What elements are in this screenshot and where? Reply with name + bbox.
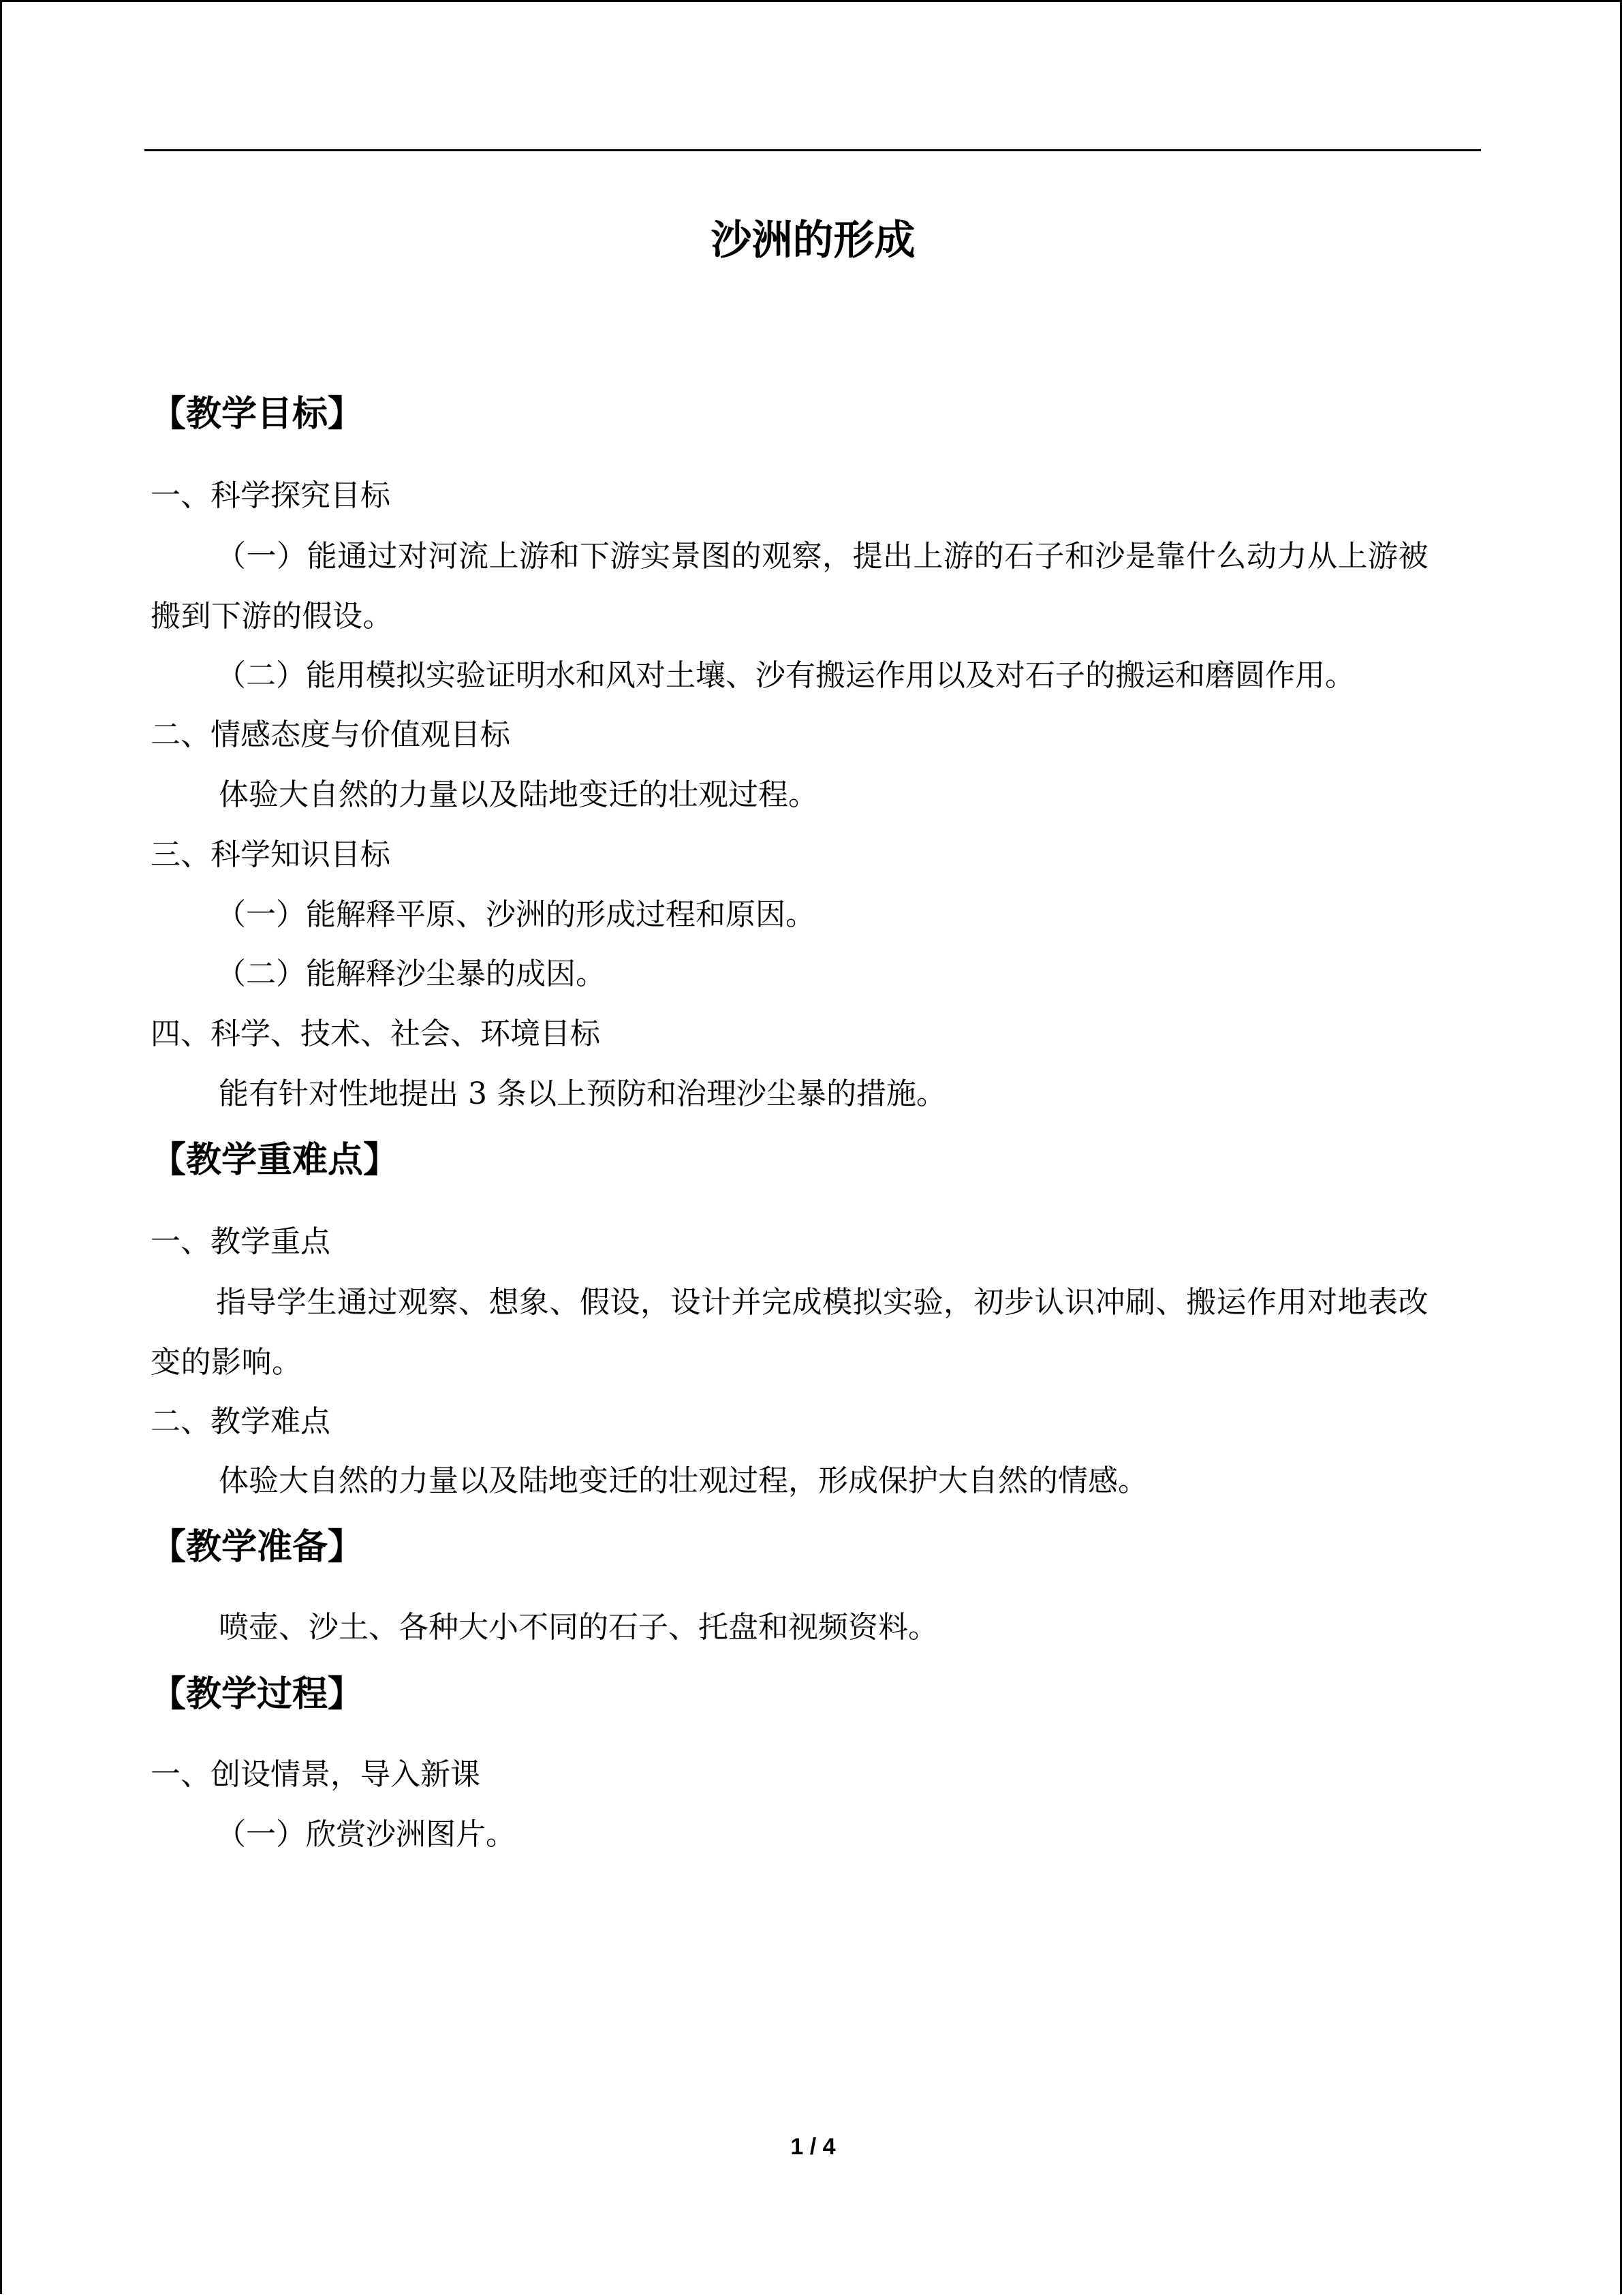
objective-3-sub-1: （一）能解释平原、沙洲的形成过程和原因。 <box>216 897 815 932</box>
objective-4-text: 能有针对性地提出 3 条以上预防和治理沙尘暴的措施。 <box>219 1076 946 1111</box>
objective-1-title: 一、科学探究目标 <box>151 478 390 513</box>
key-point-1-text: 指导学生通过观察、想象、假设，设计并完成模拟实验，初步认识冲刷、搬运作用对地表改变的影响。 <box>151 1285 1429 1380</box>
key-point-2-text: 体验大自然的力量以及陆地变迁的壮观过程，形成保护大自然的情感。 <box>219 1463 1148 1498</box>
objective-1-sub-2: （二）能用模拟实验证明水和风对土壤、沙有搬运作用以及对石子的搬运和磨圆作用。 <box>216 658 1355 693</box>
objective-3-sub-2: （二）能解释沙尘暴的成因。 <box>216 957 606 991</box>
key-point-2-title: 二、教学难点 <box>151 1404 330 1439</box>
section-heading-key-points: 【教学重难点】 <box>151 1140 399 1181</box>
page-number: 1 / 4 <box>790 2134 836 2160</box>
document-title: 沙洲的形成 <box>711 217 916 264</box>
section-heading-preparation: 【教学准备】 <box>151 1527 364 1568</box>
process-1-sub-1: （一）欣赏沙洲图片。 <box>216 1817 516 1852</box>
key-point-1-title: 一、教学重点 <box>151 1224 330 1259</box>
objective-1-sub-1: （一）能通过对河流上游和下游实景图的观察，提出上游的石子和沙是靠什么动力从上游被搬到下游的假设。 <box>151 539 1429 634</box>
section-heading-process: 【教学过程】 <box>151 1674 364 1715</box>
objective-3-title: 三、科学知识目标 <box>151 837 390 872</box>
document-body <box>2 2 1622 2296</box>
section-heading-objectives: 【教学目标】 <box>151 394 364 435</box>
objective-2-title: 二、情感态度与价值观目标 <box>151 717 510 752</box>
preparation-text: 喷壶、沙土、各种大小不同的石子、托盘和视频资料。 <box>219 1610 938 1645</box>
process-1-title: 一、创设情景，导入新课 <box>151 1757 480 1792</box>
objective-2-text: 体验大自然的力量以及陆地变迁的壮观过程。 <box>219 777 818 812</box>
objective-4-title: 四、科学、技术、社会、环境目标 <box>151 1017 600 1051</box>
